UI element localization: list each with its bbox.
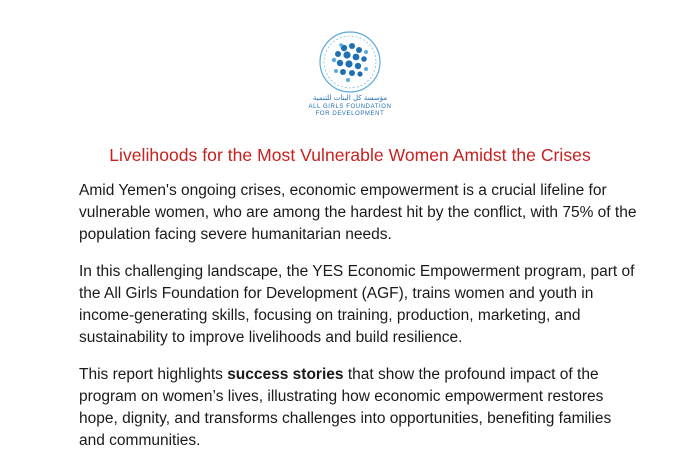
- paragraph-report-end: that show the profound impact of the program on women’s lives, illustrating how economic empowerment restores hope, dignity, and transforms challenges into opportunities, benefiting families and communities.: [79, 366, 612, 449]
- paragraph-report-start: This report highlights: [79, 366, 228, 383]
- logo-english-name-line2: FOR DEVELOPMENT: [315, 111, 385, 117]
- flower-dots-logo-icon: [314, 30, 386, 94]
- foundation-logo: [300, 30, 400, 120]
- paragraph-program: In this challenging landscape, the YES Economic Empowerment program, part of the All Girls Foundation for Development (AGF), trains women and youth in income-generating skills, focusing on training, production, marketing, and sustainability to improve livelihoods and build resilience.: [79, 263, 635, 346]
- document-title: Livelihoods for the Most Vulnerable Women Amidst the Crises: [109, 145, 591, 165]
- paragraph-intro: Amid Yemen's ongoing crises, economic empowerment is a crucial lifeline for vulnerable women, who are among the hardest hit by the conflict, with 75% of the population facing severe humanitarian needs.: [79, 182, 637, 243]
- logo-english-name-line1: ALL GIRLS FOUNDATION: [308, 104, 392, 110]
- logo-arabic-name: مؤسسة كل البنات للتنمية: [312, 94, 388, 102]
- paragraph-report: [79, 364, 639, 452]
- success-stories-emphasis: success stories: [227, 366, 344, 383]
